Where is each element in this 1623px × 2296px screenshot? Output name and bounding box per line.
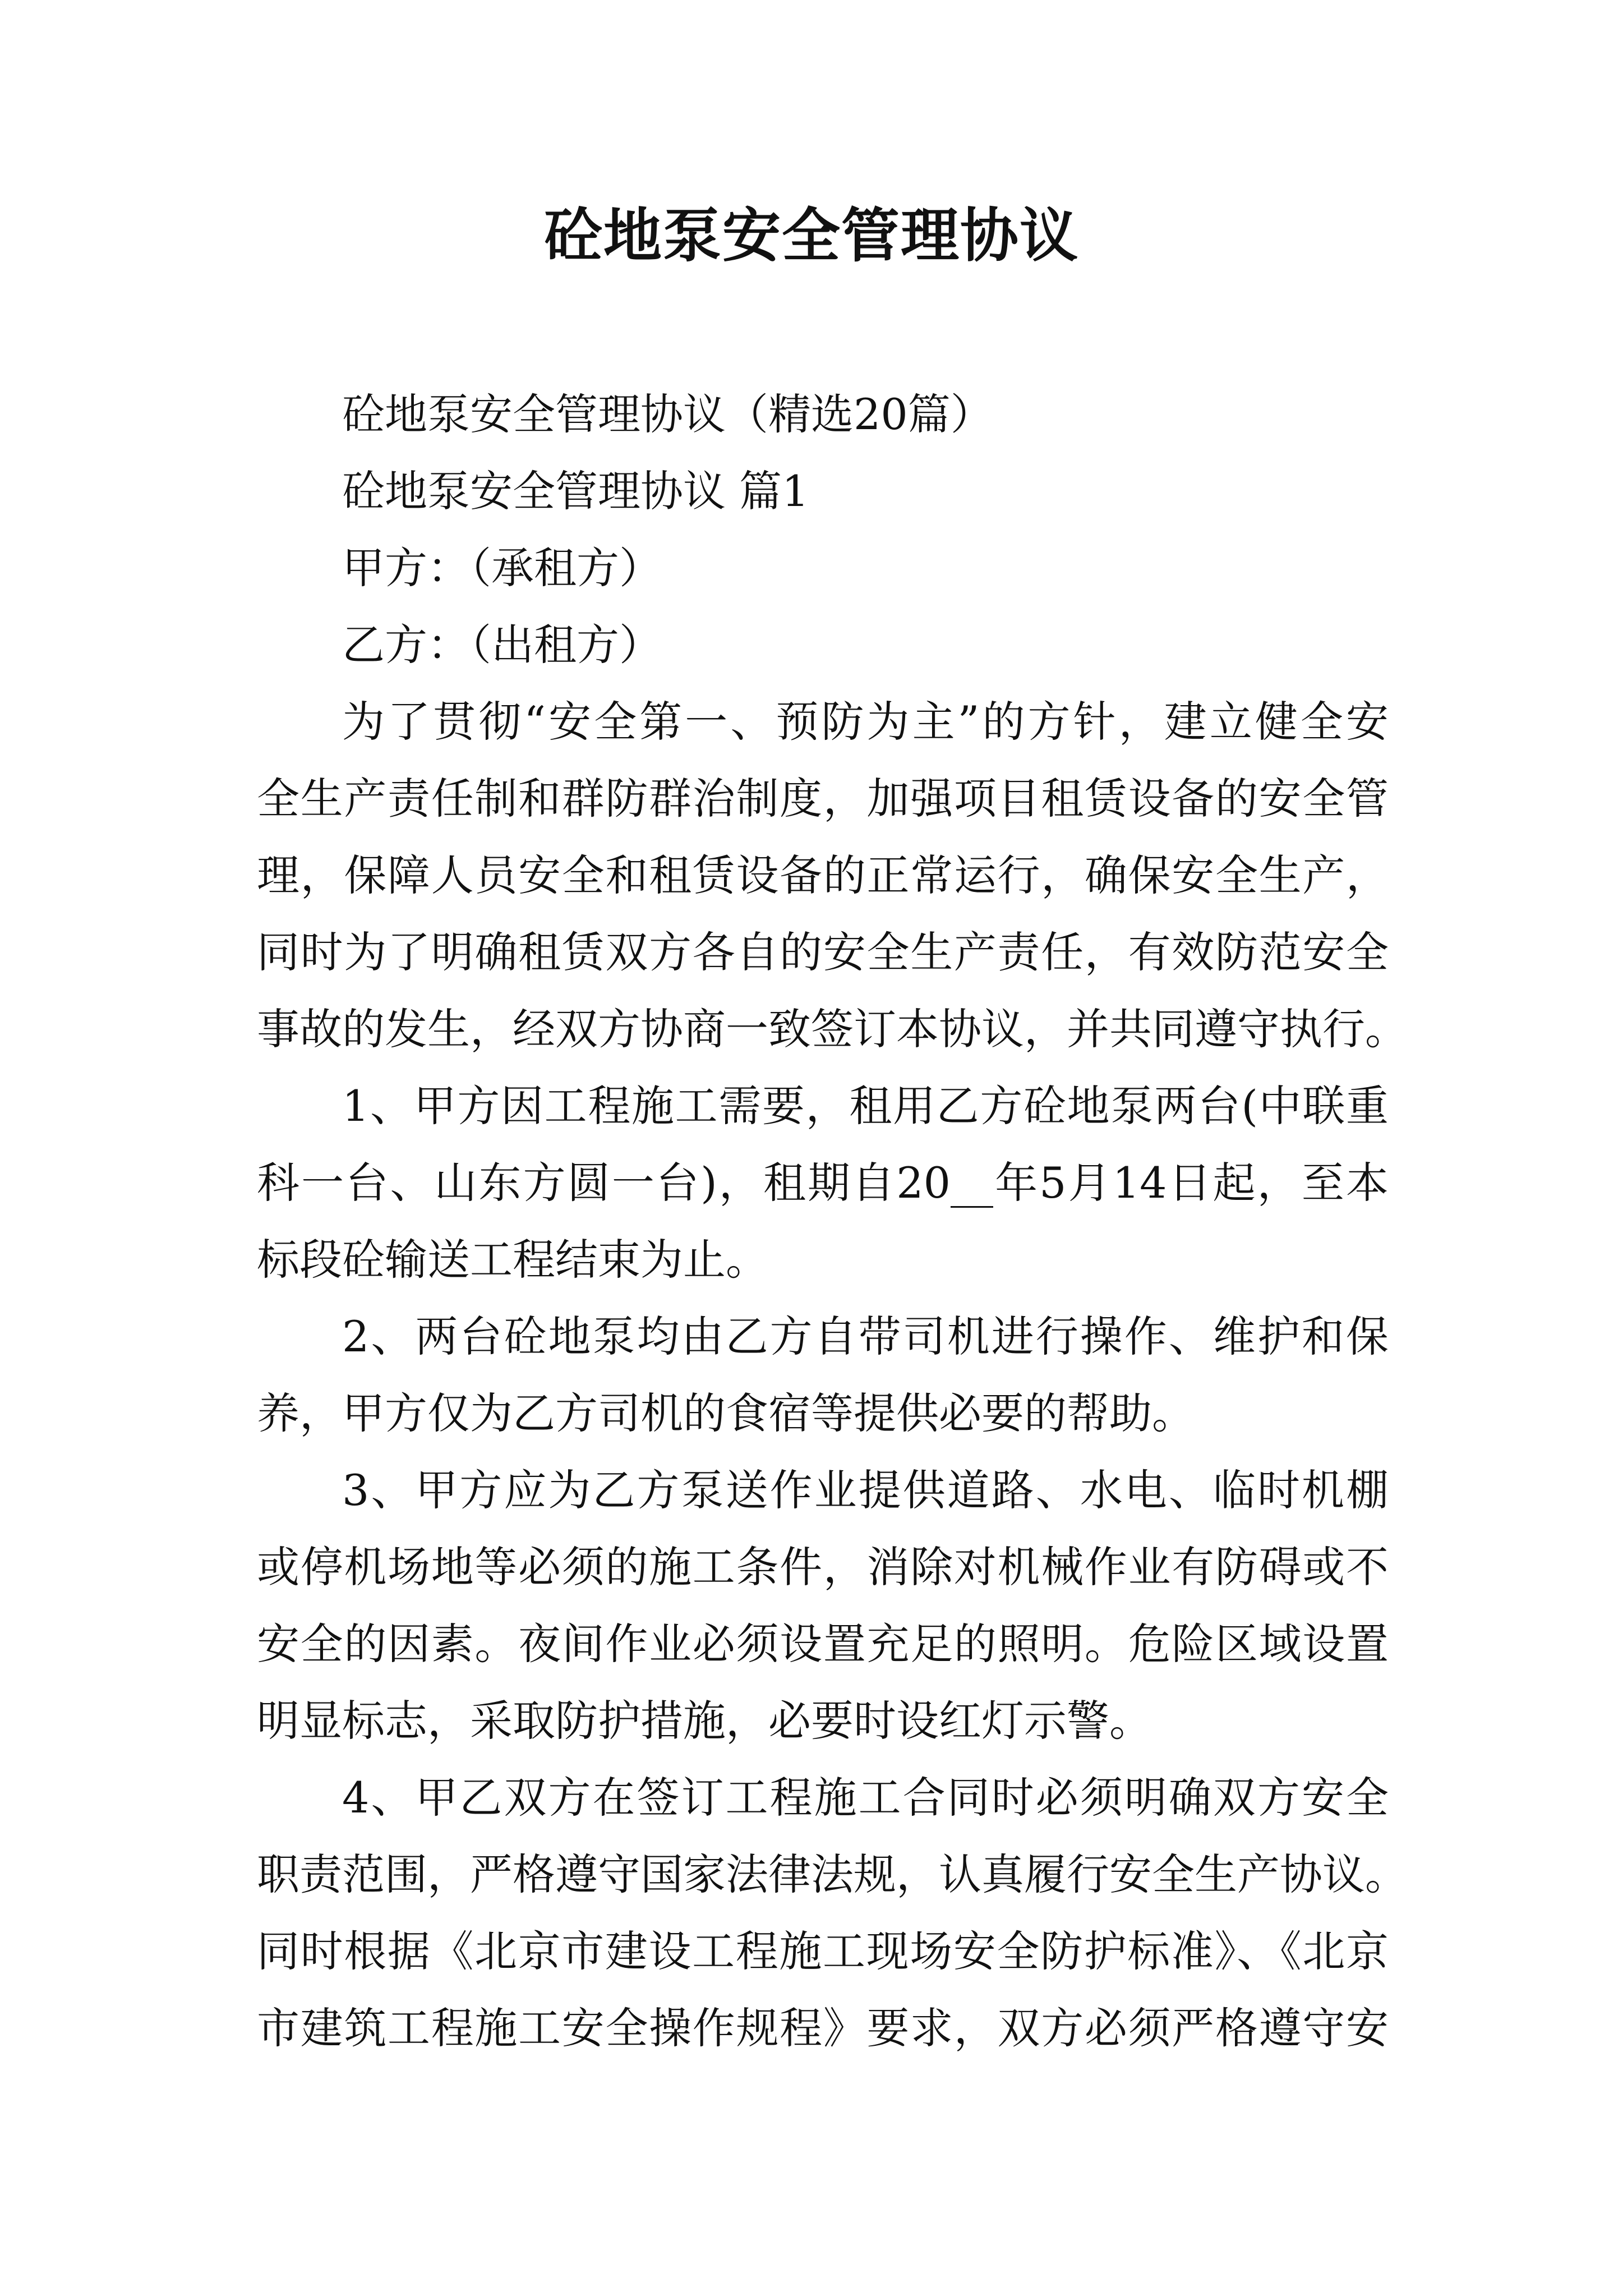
section-heading: 砼地泵安全管理协议 篇1 [342,466,809,516]
text-line: 养，甲方仅为乙方司机的食宿等提供必要的帮助。 [257,1388,1195,1438]
text-line: 标段砼输送工程结束为止。 [257,1235,768,1285]
text-line: 为了贯彻“安全第一、预防为主”的方针，建立健全安 [342,697,1389,747]
text-line: 4、甲乙双方在签订工程施工合同时必须明确双方安全 [342,1773,1389,1823]
text-line: 1、甲方因工程施工需要，租用乙方砼地泵两台(中联重 [342,1081,1389,1131]
document-title: 砼地泵安全管理协议 [543,201,1079,270]
text-line: 事故的发生，经双方协商一致签订本协议，并共同遵守执行。 [257,1004,1408,1054]
text-line: 同时根据《北京市建设工程施工现场安全防护标准》、《北京 [257,1926,1389,1976]
text-line: 明显标志，采取防护措施，必要时设红灯示警。 [257,1696,1152,1746]
text-line: 3、甲方应为乙方泵送作业提供道路、水电、临时机棚 [342,1465,1389,1515]
text-line: 2、两台砼地泵均由乙方自带司机进行操作、维护和保 [342,1312,1389,1361]
party-b-line: 乙方：（出租方） [342,620,662,670]
text-line: 或停机场地等必须的施工条件，消除对机械作业有防碍或不 [257,1542,1389,1592]
text-line: 职责范围，严格遵守国家法律法规，认真履行安全生产协议。 [257,1849,1408,1899]
text-line: 市建筑工程施工安全操作规程》要求，双方必须严格遵守安 [257,2003,1389,2053]
subtitle-line: 砼地泵安全管理协议（精选20篇） [342,389,993,439]
text-line: 安全的因素。夜间作业必须设置充足的照明。危险区域设置 [257,1619,1389,1669]
party-a-line: 甲方：（承租方） [342,543,662,593]
document-body [257,376,1408,2067]
text-line: 全生产责任制和群防群治制度，加强项目租赁设备的安全管 [257,774,1389,823]
text-line: 理，保障人员安全和租赁设备的正常运行，确保安全生产， [257,850,1389,900]
text-line: 同时为了明确租赁双方各自的安全生产责任，有效防范安全 [257,927,1389,977]
text-line: 科一台、山东方圆一台)，租期自20__年5月14日起，至本 [257,1158,1389,1208]
